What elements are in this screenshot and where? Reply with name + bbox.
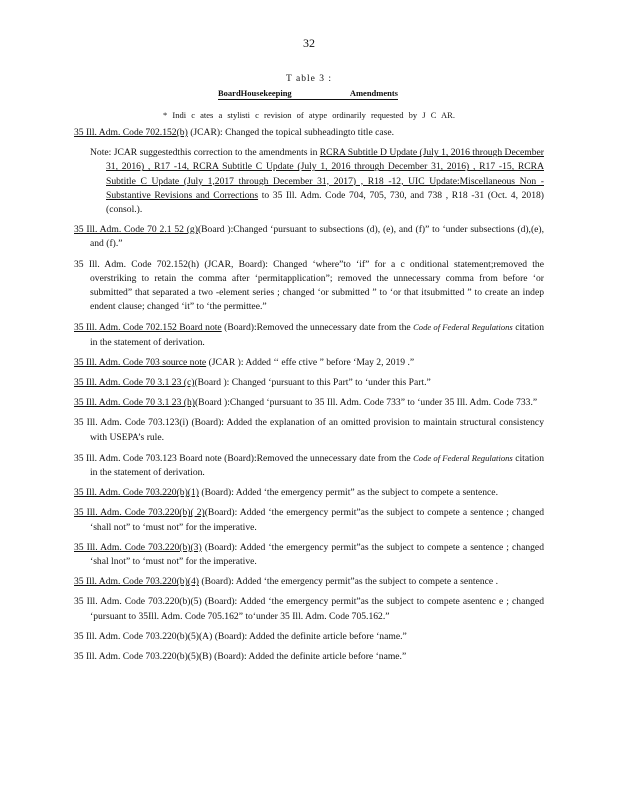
table-subtitle [218, 88, 398, 100]
entry-citation: 35 Ill. Adm. Code 70 3.1 23 (c) [74, 377, 195, 389]
amendment-entry [74, 595, 544, 623]
entry-text: (Board): Added ‘the emergency permit”as the subject to compete a sentence ; changed ‘shal lnot” to ‘must not” for the imperative. [90, 541, 544, 568]
entry-text: Note: JCAR suggestedthis correction to the amendments in [90, 147, 320, 159]
amendment-entry [74, 650, 544, 664]
table-title: T able 3 : [286, 74, 332, 84]
amendment-entry [74, 258, 544, 315]
amendment-entry [74, 630, 544, 644]
entry-text: 35 Ill. Adm. Code 703.123(i) (Board): Added the explanation of an omitted provision to maintain structural consistency with USEPA’s rule. [74, 417, 544, 443]
entry-text: (JCAR, Board): Changed ‘where”to ‘if” for a c onditional statement;removed the overstriking to retain the comma after ‘permitapplication”; removed the unnecessary comma from before ‘or submitted” that separated a two -element series ; changed ‘or submitted ” to ‘or that itsubmitted ” to create an indep endent clause; changed ‘it” to ‘the permittee.” [90, 258, 544, 313]
amendment-entry [74, 541, 544, 569]
amendment-entry [74, 376, 544, 390]
entry-tail: to 35 Ill. Adm. Code 704, 705, 730, and 738 , R18 -31 (Oct. 4, 2018) (consol.). [106, 189, 544, 216]
entry-citation: 35 Ill. Adm. Code 703.220(b)(4) [74, 576, 199, 588]
entry-citation: 35 Ill. Adm. Code 703.220(b)(3) [74, 541, 202, 553]
entry-citation: 35 Ill. Adm. Code 70 3.1 23 (h) [74, 397, 195, 409]
entry-text: (Board ): Changed ‘pursuant to this Part” to ‘under this Part.” [194, 377, 431, 389]
entry-text: (JCAR ): Added ‘‘ effe ctive ” before ‘May 2, 2019 .” [206, 356, 415, 368]
entry-text: (Board ):Changed ‘pursuant to 35 Ill. Adm. Code 733” to ‘under 35 Ill. Adm. Code 733.” [194, 397, 538, 409]
amendment-entry [74, 506, 544, 534]
entry-italic: Code of Federal Regulations [413, 322, 513, 333]
entry-text: 35 Ill. Adm. Code 703.220(b)(5) (Board): Added ‘the emergency permit”as the subject to compete asentenc e ; changed ‘pursuant to 35Ill. Adm. Code 705.162” to‘under 35 Ill. Adm. Code 705.162.” [74, 596, 544, 622]
entry-citation: 35 Ill. Adm. Code 703.220(b)( 2) [74, 507, 205, 519]
entry-text: (JCAR): Changed the topical subheadingto title case. [187, 127, 395, 138]
entry-text: (Board):Removed the unnecessary date from the [221, 322, 414, 334]
table-subtitle-left: BoardHousekeeping [218, 88, 292, 98]
amendment-entry [74, 416, 544, 444]
entry-text: (Board): Added ‘the emergency permit”as the subject to compete a sentence . [198, 576, 498, 588]
table-note: * Indi c ates a stylisti c revision of atype ordinarily requested by J C AR. [163, 110, 455, 120]
entry-citation: 35 Ill. Adm. Code 70 2.1 52 (g) [74, 224, 198, 236]
amendment-entry [74, 126, 544, 140]
amendment-list [74, 126, 544, 670]
amendment-entry [74, 320, 544, 349]
entry-citation: 35 Ill. Adm. Code 702.152(h) [74, 258, 200, 270]
amendment-entry [74, 356, 544, 370]
entry-citation: 35 Ill. Adm. Code 702.152 Board note [74, 322, 222, 334]
entry-text: 35 Ill. Adm. Code 703.123 Board note (Board):Removed the unnecessary date from the [74, 452, 414, 464]
amendment-entry [74, 223, 544, 251]
entry-text: 35 Ill. Adm. Code 703.220(b)(5)(B) (Board): Added the definite article before ‘name.” [74, 651, 407, 663]
entry-text: 35 Ill. Adm. Code 703.220(b)(5)(A) (Board): Added the definite article before ‘name.” [74, 630, 407, 642]
table-subtitle-right: Amendments [349, 88, 398, 98]
entry-text: (Board): Added ‘the emergency permit”as the subject to compete a sentence ; changed ‘shall not” to ‘must not” for the imperative. [90, 507, 544, 533]
entry-citation: 35 Ill. Adm. Code 703 source note [74, 356, 207, 368]
rulemaking-list: RCRA Subtitle D Update (July 1, 2016 through December 31, 2016) , R17 -14, RCRA Subtitle C Update (July 1, 2016 through December 31, 2016) , R17 -15, RCRA Subtitle C Update (July 1,2017 through December 31, 2017) , R18 -12, UIC Update:Miscellaneous Non -Substantive Revisions and Corrections [106, 147, 544, 201]
entry-tail: citation in the statement of derivation. [90, 452, 545, 479]
entry-citation: 35 Ill. Adm. Code 702.152(b) [74, 127, 188, 138]
entry-text: (Board): Added ‘the emergency permit” as the subject to compete a sentence. [198, 487, 498, 499]
entry-tail: citation in the statement of derivation. [90, 322, 545, 348]
jcar-note [90, 146, 544, 217]
entry-italic: Code of Federal Regulations [413, 452, 513, 463]
amendment-entry [74, 451, 544, 480]
amendment-entry [74, 396, 544, 410]
amendment-entry [74, 575, 544, 589]
amendment-entry [74, 486, 544, 500]
entry-citation: 35 Ill. Adm. Code 703.220(b)(1) [74, 487, 199, 499]
page-number: 32 [303, 36, 315, 50]
entry-text: (Board ):Changed ‘pursuant to subsections (d), (e), and (f)” to ‘under subsections (d),(e), and (f).” [90, 224, 544, 250]
